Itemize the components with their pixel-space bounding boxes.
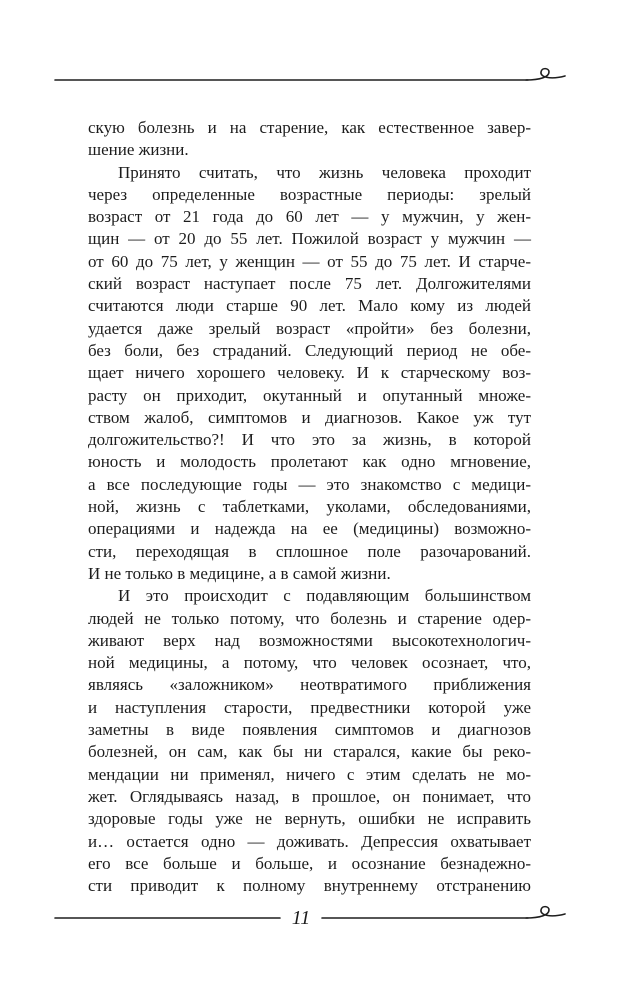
text-line: И это происходит с подавляющим большинством <box>118 586 531 606</box>
text-line: жет. Оглядываясь назад, в прошлое, он понимает, что <box>88 786 531 806</box>
text-line: ством жалоб, симптомов и диагнозов. Какое уж тут <box>88 407 531 427</box>
text-line: возраст от 21 года до 60 лет — у мужчин, у жен- <box>88 207 531 227</box>
text-line: мендации ни применял, ничего с этим сделать не мо- <box>88 764 531 784</box>
text-line: расту он приходит, окутанный и опутанный множе- <box>88 385 531 405</box>
paragraph <box>88 162 531 586</box>
text-line: здоровые годы уже не вернуть, ошибки не исправить <box>88 809 531 829</box>
page-number: 11 <box>291 907 311 929</box>
ornament-swirl <box>526 907 565 918</box>
paragraph <box>88 585 531 897</box>
text-line: являясь «заложником» неотвратимого приближения <box>88 675 531 695</box>
top-ornament <box>0 65 619 95</box>
text-line: щин — от 20 до 55 лет. Пожилой возраст у мужчин — <box>88 229 531 249</box>
text-line: скую болезнь и на старение, как естественное завер- <box>88 118 531 137</box>
text-line: сти, переходящая в сплошное поле разочарований. <box>88 541 531 561</box>
text-line: И не только в медицине, а в самой жизни. <box>88 563 391 583</box>
text-line: шение жизни. <box>88 140 189 160</box>
text-line: юность и молодость пролетают как одно мгновение, <box>88 452 531 472</box>
paragraph <box>88 117 531 162</box>
text-line: считаются люди старше 90 лет. Мало кому из людей <box>88 296 531 316</box>
text-line: сти приводит к полному внутреннему отстранению <box>88 876 531 896</box>
text-line: болезней, он сам, как бы ни старался, какие бы реко- <box>88 742 531 762</box>
text-line: и наступления старости, предвестники которой уже <box>88 697 531 717</box>
text-line: удается даже зрелый возраст «пройти» без болезни, <box>88 318 531 338</box>
text-line: его все больше и больше, и осознание безнадежно- <box>88 853 531 873</box>
text-line: а все последующие годы — это знакомство с медици- <box>88 474 531 494</box>
text-line: и… остается одно — доживать. Депрессия охватывает <box>88 831 531 851</box>
text-line: заметны в виде появления симптомов и диагнозов <box>88 720 531 740</box>
text-line: Принято считать, что жизнь человека проходит <box>118 162 531 182</box>
ornament-swirl <box>526 69 565 80</box>
text-line: ной, жизнь с таблетками, уколами, обследованиями, <box>88 497 531 517</box>
text-line: через определенные возрастные периоды: зрелый <box>88 184 531 204</box>
text-line: живают верх над возможностями высокотехнологич- <box>88 630 531 650</box>
text-line: без боли, без страданий. Следующий период не обе- <box>88 340 531 360</box>
text-line: долгожительство?! И что это за жизнь, в которой <box>88 430 531 450</box>
text-line: ной медицины, а потому, что человек осознает, что, <box>88 653 531 673</box>
text-line: щает ничего хорошего человеку. И к старческому воз- <box>88 363 531 383</box>
text-line: ский возраст наступает после 75 лет. Долгожителями <box>88 274 531 294</box>
text-line: людей не только потому, что болезнь и старение одер- <box>88 608 531 628</box>
text-line: операциями и надежда на ее (медицины) возможно- <box>88 519 531 539</box>
text-line: от 60 до 75 лет, у женщин — от 55 до 75 лет. И старче- <box>88 251 531 271</box>
page-text <box>88 117 531 897</box>
